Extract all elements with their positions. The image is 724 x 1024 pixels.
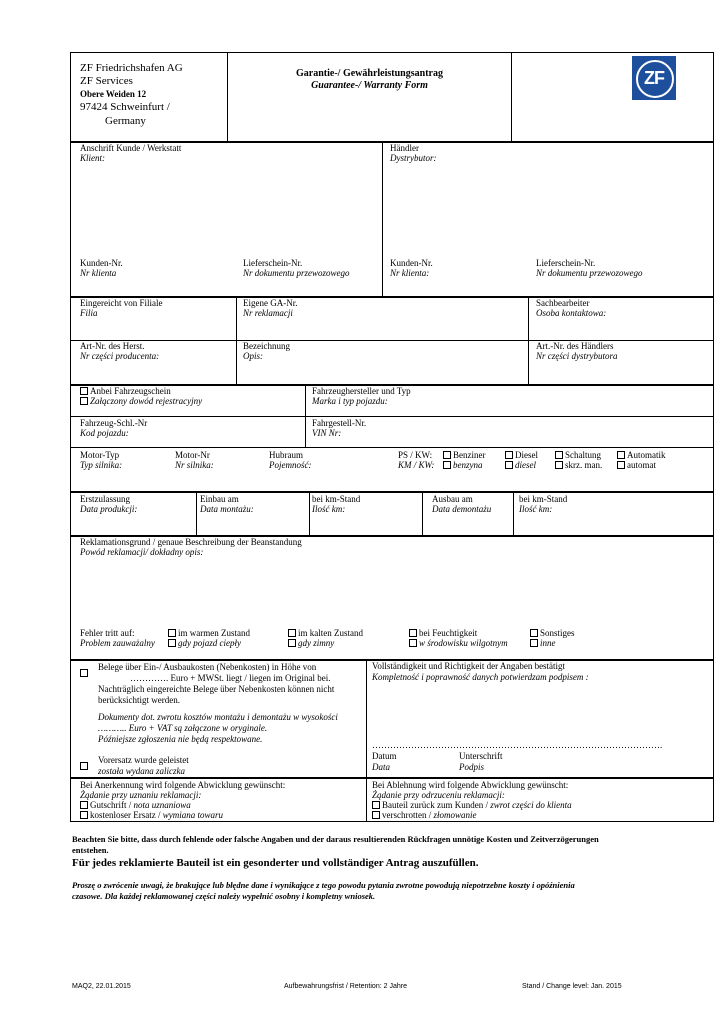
form-title-en: Guarantee-/ Warranty Form xyxy=(311,80,428,91)
delivery-note-label: Lieferschein-Nr. xyxy=(243,258,303,268)
vehicle-key-label: Fahrzeug-Schl.-Nr xyxy=(80,418,148,428)
diesel-label-pl: diesel xyxy=(515,460,536,470)
km-at-install-label-pl: Ilość km: xyxy=(312,504,346,514)
receipts-text-pl-3: Późniejsze zgłoszenia nie będą respektowane. xyxy=(98,734,263,744)
customer-address-label: Anschrift Kunde / Werkstatt xyxy=(80,143,182,153)
branch-section xyxy=(70,297,714,385)
installed-on-label: Einbau am xyxy=(200,494,239,504)
return-part-label-pl: zwrot części do klienta xyxy=(490,800,572,810)
branch-divider-1 xyxy=(236,297,237,385)
company-division: ZF Services xyxy=(80,75,133,87)
automatic-label: Automatik xyxy=(627,450,666,460)
credit-note-label: Gutschrift / xyxy=(90,800,134,810)
warm-checkbox-pl[interactable] xyxy=(168,638,241,648)
installed-on-label-pl: Data montażu: xyxy=(200,504,254,514)
customer-address-label-pl: Klient: xyxy=(80,153,105,163)
diesel-label: Diesel xyxy=(515,450,538,460)
credit-note-checkbox[interactable] xyxy=(80,800,191,810)
engine-type-label: Motor-Typ xyxy=(80,450,120,460)
first-registration-label-pl: Data produkcji: xyxy=(80,504,138,514)
note-de-line-2: entstehen. xyxy=(72,845,109,855)
humidity-label-pl: w środowisku wilgotnym xyxy=(419,638,508,648)
description-label: Bezeichnung xyxy=(243,341,290,351)
acceptance-label: Bei Anerkennung wird folgende Abwicklung gewünscht: xyxy=(80,780,286,790)
scrap-label-pl: złomowanie xyxy=(433,810,477,820)
checkbox-icon[interactable] xyxy=(80,762,88,770)
vin-label: Fahrgestell-Nr. xyxy=(312,418,367,428)
engine-no-label-pl: Nr silnika: xyxy=(175,460,214,470)
km-at-removal-label-pl: Ilość km: xyxy=(519,504,553,514)
footer-retention: Aufbewahrungsfrist / Retention: 2 Jahre xyxy=(284,983,407,990)
checkbox-icon[interactable] xyxy=(530,629,538,637)
checkbox-icon[interactable] xyxy=(505,451,513,459)
claim-no-label: Eigene GA-Nr. xyxy=(243,298,298,308)
acceptance-label-pl: Żądanie przy uznaniu reklamacji: xyxy=(80,790,202,800)
checkbox-icon[interactable] xyxy=(530,639,538,647)
manual-label: Schaltung xyxy=(565,450,601,460)
customer-no-label: Kunden-Nr. xyxy=(80,258,123,268)
checkbox-icon[interactable] xyxy=(617,451,625,459)
registration-checkbox[interactable] xyxy=(80,386,171,396)
diesel-checkbox[interactable] xyxy=(505,450,538,460)
delivery-note-label-pl: Nr dokumentu przewozowego xyxy=(243,268,350,278)
advance-label-pl: została wydana zaliczka xyxy=(98,766,185,776)
other-checkbox[interactable] xyxy=(530,628,575,638)
vehicle-make-label: Fahrzeughersteller und Typ xyxy=(312,386,411,396)
dealer-label: Händler xyxy=(390,143,419,153)
first-registration-label: Erstzulassung xyxy=(80,494,130,504)
petrol-label: Benziner xyxy=(453,450,486,460)
engine-type-label-pl: Typ silnika: xyxy=(80,460,123,470)
checkbox-icon[interactable] xyxy=(505,461,513,469)
checkbox-icon[interactable] xyxy=(288,629,296,637)
cold-checkbox-pl[interactable] xyxy=(288,638,334,648)
dealer-delivery-note-label-pl: Nr dokumentu przewozowego xyxy=(536,268,643,278)
dates-divider-4 xyxy=(513,492,514,536)
receipts-text-2: …………. Euro + MWSt. liegt / liegen im Original bei. xyxy=(130,673,331,683)
advance-label: Vorersatz wurde geleistet xyxy=(98,755,189,765)
checkbox-icon[interactable] xyxy=(168,629,176,637)
replacement-label-pl: wymiana towaru xyxy=(162,810,223,820)
note-pl-line-2: czasowe. Dla każdej reklamowanej części należy wypełnić osobny i kompletny wniosek. xyxy=(72,891,376,901)
dealer-part-no-label: Art.-Nr. des Händlers xyxy=(536,341,614,351)
petrol-checkbox-pl[interactable] xyxy=(443,460,483,470)
checkbox-icon[interactable] xyxy=(443,461,451,469)
dates-divider-1 xyxy=(196,492,197,536)
confirmation-label: Vollständigkeit und Richtigkeit der Angaben bestätigt xyxy=(372,661,566,671)
form-title-de: Garantie-/ Gewährleistungsantrag xyxy=(296,68,443,79)
reason-label: Reklamationsgrund / genaue Beschreibung der Beanstandung xyxy=(80,537,302,547)
automatic-label-pl: automat xyxy=(627,460,656,470)
automatic-checkbox[interactable] xyxy=(617,450,666,460)
vehicle-row-line-1 xyxy=(70,416,714,417)
rejection-label: Bei Ablehnung wird folgende Abwicklung gewünscht: xyxy=(372,780,569,790)
signature-label-pl: Podpis xyxy=(459,762,485,772)
checkbox-icon[interactable] xyxy=(80,801,88,809)
km-at-install-label: bei km-Stand xyxy=(312,494,361,504)
humidity-checkbox[interactable] xyxy=(409,628,477,638)
rejection-label-pl: Żądanie przy odrzuceniu reklamacji: xyxy=(372,790,505,800)
checkbox-icon[interactable] xyxy=(372,801,380,809)
engine-no-label: Motor-Nr xyxy=(175,450,210,460)
checkbox-icon[interactable] xyxy=(168,639,176,647)
checkbox-icon[interactable] xyxy=(288,639,296,647)
note-separate-form: Für jedes reklamierte Bauteil ist ein gesonderter und vollständiger Antrag auszufüllen. xyxy=(72,857,479,869)
power-label: PS / KW: xyxy=(398,450,433,460)
vin-label-pl: VIN Nr: xyxy=(312,428,342,438)
checkbox-icon[interactable] xyxy=(372,811,380,819)
return-part-checkbox[interactable] xyxy=(372,800,572,810)
checkbox-icon[interactable] xyxy=(80,387,88,395)
warm-label: im warmen Zustand xyxy=(178,628,250,638)
company-street: Obere Weiden 12 xyxy=(80,89,147,99)
vehicle-row-line-2 xyxy=(70,447,714,448)
manual-checkbox-pl[interactable] xyxy=(555,460,602,470)
replacement-checkbox[interactable] xyxy=(80,810,223,820)
zf-logo-text: ZF xyxy=(644,68,664,88)
humidity-label: bei Feuchtigkeit xyxy=(419,628,478,638)
removed-on-label-pl: Data demontażu xyxy=(432,504,492,514)
checkbox-icon[interactable] xyxy=(409,629,417,637)
checkbox-icon[interactable] xyxy=(80,397,88,405)
dates-section xyxy=(70,492,714,536)
petrol-checkbox[interactable] xyxy=(443,450,485,460)
settlement-divider xyxy=(366,778,367,822)
credit-note-label-pl: nota uznaniowa xyxy=(133,800,191,810)
mfr-part-no-label-pl: Nr części producenta: xyxy=(80,351,160,361)
power-label-pl: KM / KW: xyxy=(398,460,435,470)
other-label: Sonstiges xyxy=(540,628,575,638)
branch-label-pl: Filia xyxy=(80,308,98,318)
checkbox-icon[interactable] xyxy=(555,451,563,459)
dealer-customer-no-label-pl: Nr klienta: xyxy=(390,268,430,278)
signature-line: ……………………………………………………………………………………. xyxy=(372,740,663,750)
cold-label: im kalten Zustand xyxy=(298,628,363,638)
receipts-text-pl-2: ……….. Euro + VAT są załączone w oryginale. xyxy=(98,723,268,733)
checkbox-icon[interactable] xyxy=(80,669,88,677)
date-label-pl: Data xyxy=(372,762,390,772)
receipts-text-pl-1: Dokumenty dot. zwrotu kosztów montażu i demontażu w wysokości xyxy=(98,712,338,722)
claim-no-label-pl: Nr reklamacji xyxy=(243,308,293,318)
humidity-checkbox-pl[interactable] xyxy=(409,638,508,648)
checkbox-icon[interactable] xyxy=(409,639,417,647)
fault-occurs-label: Fehler tritt auf: xyxy=(80,628,135,638)
dates-divider-2 xyxy=(309,492,310,536)
dates-divider-3 xyxy=(422,492,423,536)
date-label: Datum xyxy=(372,751,397,761)
advance-checkbox[interactable] xyxy=(80,756,90,774)
fault-occurs-label-pl: Problem zauważalny xyxy=(80,638,155,648)
mfr-part-no-label: Art-Nr. des Herst. xyxy=(80,341,145,351)
dealer-customer-no-label: Kunden-Nr. xyxy=(390,258,433,268)
checkbox-icon[interactable] xyxy=(80,811,88,819)
zf-logo-icon xyxy=(632,56,676,100)
dealer-part-no-label-pl: Nr części dystrybutora xyxy=(536,351,618,361)
receipts-text-4: berücksichtigt werden. xyxy=(98,695,180,705)
branch-row-line xyxy=(70,340,714,341)
customer-no-label-pl: Nr klienta xyxy=(80,268,117,278)
checkbox-icon[interactable] xyxy=(555,461,563,469)
replacement-label: kostenloser Ersatz / xyxy=(90,810,163,820)
manual-label-pl: skrz. man. xyxy=(565,460,603,470)
footer-doc-ref: MAQ2, 22.01.2015 xyxy=(72,983,131,990)
checkbox-icon[interactable] xyxy=(443,451,451,459)
checkbox-icon[interactable] xyxy=(617,461,625,469)
reason-label-pl: Powód reklamacji/ dokładny opis: xyxy=(80,547,204,557)
address-divider xyxy=(382,142,383,297)
petrol-label-pl: benzyna xyxy=(453,460,483,470)
note-de-line-1: Beachten Sie bitte, dass durch fehlende oder falsche Angaben und der daraus resultierenden Rückfragen unnötige Kosten und Zeitverzögerungen xyxy=(72,834,599,844)
clerk-label-pl: Osoba kontaktowa: xyxy=(536,308,607,318)
return-part-label: Bauteil zurück zum Kunden / xyxy=(382,800,491,810)
displacement-label-pl: Pojemność: xyxy=(269,460,312,470)
warm-checkbox[interactable] xyxy=(168,628,250,638)
note-pl-line-1: Proszę o zwrócenie uwagi, że brakujące lub błędne dane i wynikające z tego powodu pytania zwrotne powodują niepotrzebne koszty i opóźnienia xyxy=(72,880,575,890)
other-checkbox-pl[interactable] xyxy=(530,638,556,648)
registration-label-pl-row xyxy=(80,396,202,406)
dealer-delivery-note-label: Lieferschein-Nr. xyxy=(536,258,596,268)
other-label-pl: inne xyxy=(540,638,556,648)
registration-label-pl: Załączony dowód rejestracyjny xyxy=(90,396,203,406)
registration-label: Anbei Fahrzeugschein xyxy=(90,386,171,396)
company-city: 97424 Schweinfurt / xyxy=(80,101,170,113)
costs-divider xyxy=(366,660,367,778)
clerk-label: Sachbearbeiter xyxy=(536,298,590,308)
removed-on-label: Ausbau am xyxy=(432,494,473,504)
scrap-label: verschrotten / xyxy=(382,810,434,820)
confirmation-label-pl: Kompletność i poprawność danych potwierdzam podpisem : xyxy=(372,672,589,682)
automatic-checkbox-pl[interactable] xyxy=(617,460,656,470)
cold-label-pl: gdy zimny xyxy=(298,638,335,648)
branch-divider-2 xyxy=(528,297,529,385)
receipts-text-3: Nachträglich eingereichte Belege über Nebenkosten können nicht xyxy=(98,684,335,694)
footer-change-level: Stand / Change level: Jan. 2015 xyxy=(522,983,622,990)
company-country: Germany xyxy=(105,115,146,127)
displacement-label: Hubraum xyxy=(269,450,303,460)
signature-label: Unterschrift xyxy=(459,751,503,761)
manual-checkbox[interactable] xyxy=(555,450,601,460)
scrap-checkbox[interactable] xyxy=(372,810,477,820)
description-label-pl: Opis: xyxy=(243,351,263,361)
warm-label-pl: gdy pojazd ciepły xyxy=(178,638,241,648)
vehicle-key-label-pl: Kod pojazdu: xyxy=(80,428,129,438)
dealer-label-pl: Dystrybutor: xyxy=(390,153,437,163)
company-name: ZF Friedrichshafen AG xyxy=(80,62,183,74)
receipts-text-1: Belege über Ein-/ Ausbaukosten (Nebenkosten) in Höhe von xyxy=(98,662,317,672)
branch-label: Eingereicht von Filiale xyxy=(80,298,163,308)
vehicle-make-label-pl: Marka i typ pojazdu: xyxy=(312,396,388,406)
diesel-checkbox-pl[interactable] xyxy=(505,460,536,470)
receipts-checkbox[interactable] xyxy=(80,663,90,681)
km-at-removal-label: bei km-Stand xyxy=(519,494,568,504)
header-divider-1 xyxy=(227,52,228,142)
header-divider-2 xyxy=(511,52,512,142)
cold-checkbox[interactable] xyxy=(288,628,363,638)
